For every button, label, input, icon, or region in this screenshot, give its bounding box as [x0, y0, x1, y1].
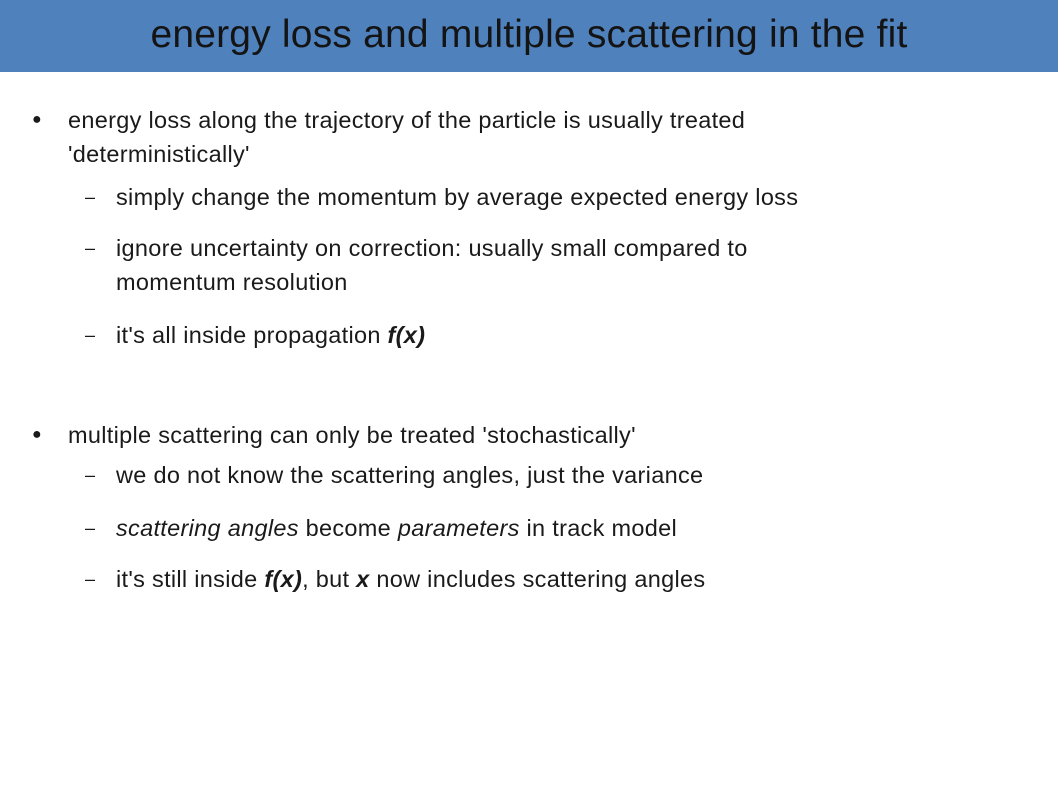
sub-bullet-ignore-uncertainty: [85, 231, 936, 299]
function-symbol: f(x): [264, 566, 303, 592]
sub-bullet-text: simply change the momentum by average expected energy loss: [116, 184, 799, 210]
dash-marker-icon: –: [85, 325, 96, 345]
sub-bullet-variance: [85, 458, 996, 492]
sub-bullet-text: it's all inside propagation: [116, 322, 388, 348]
dash-marker-icon: –: [85, 465, 96, 485]
dash-marker-icon: –: [85, 187, 96, 207]
bullet-text: multiple scattering can only be treated 'stochastically': [68, 422, 636, 448]
sub-bullet-parameters: [85, 511, 996, 545]
sub-bullet-inside-propagation: [85, 318, 936, 352]
sub-bullet-text: become: [298, 515, 398, 541]
sub-bullet-text: now includes scattering angles: [369, 566, 706, 592]
sub-bullet-text: , but: [302, 566, 357, 592]
dash-marker-icon: –: [85, 518, 96, 538]
bullet-marker-icon: ●: [32, 111, 42, 128]
sub-bullet-average-loss: [85, 180, 996, 214]
bullet-text-line2: 'deterministically': [68, 141, 250, 167]
emphasis-parameters: parameters: [397, 515, 520, 541]
variable-symbol: x: [356, 566, 370, 592]
bullet-marker-icon: ●: [32, 426, 42, 443]
sub-bullet-text: in track model: [519, 515, 677, 541]
sub-bullet-still-inside: [85, 562, 996, 596]
sub-bullet-text: we do not know the scattering angles, just the variance: [116, 462, 704, 488]
emphasis-scattering-angles: scattering angles: [116, 515, 299, 541]
sub-bullet-text-line2: momentum resolution: [116, 269, 348, 295]
sub-bullet-text: it's still inside: [116, 566, 265, 592]
dash-marker-icon: –: [85, 238, 96, 258]
sub-bullet-text-line1: ignore uncertainty on correction: usually small compared to: [116, 235, 748, 261]
bullet-multiple-scattering: [32, 418, 968, 452]
slide-title: energy loss and multiple scattering in the fit: [150, 13, 908, 56]
function-symbol: f(x): [387, 322, 426, 348]
bullet-energy-loss: [32, 103, 968, 171]
dash-marker-icon: –: [85, 569, 96, 589]
bullet-text-line1: energy loss along the trajectory of the particle is usually treated: [68, 107, 746, 133]
